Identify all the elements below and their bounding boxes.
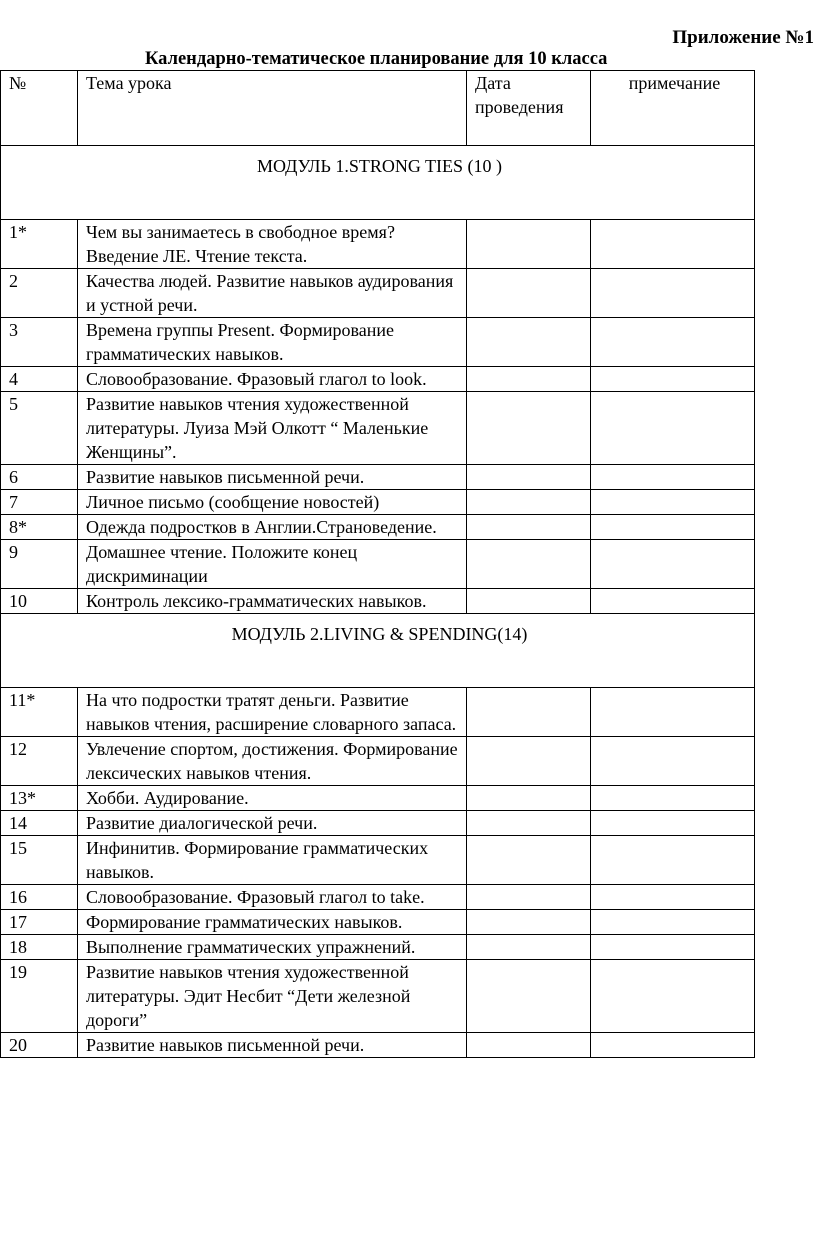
table-row — [1, 220, 755, 269]
lesson-number: 10 — [1, 589, 78, 614]
lesson-date-cell — [467, 960, 591, 1033]
lesson-number: 6 — [1, 465, 78, 490]
module-row — [1, 614, 755, 688]
lesson-note-cell — [591, 786, 755, 811]
header-note: примечание — [591, 71, 755, 146]
lesson-number: 17 — [1, 910, 78, 935]
lesson-topic: Словообразование. Фразовый глагол to look. — [78, 367, 467, 392]
table-row — [1, 836, 755, 885]
lesson-number: 7 — [1, 490, 78, 515]
table-row — [1, 811, 755, 836]
table-row — [1, 318, 755, 367]
lesson-number: 20 — [1, 1033, 78, 1058]
lesson-topic: Выполнение грамматических упражнений. — [78, 935, 467, 960]
table-row — [1, 960, 755, 1033]
table-row — [1, 885, 755, 910]
lesson-topic: Развитие навыков чтения художественной литературы. Луиза Мэй Олкотт “ Маленькие Женщины”. — [78, 392, 467, 465]
lesson-date-cell — [467, 589, 591, 614]
lesson-note-cell — [591, 885, 755, 910]
lesson-note-cell — [591, 269, 755, 318]
lesson-topic: Формирование грамматических навыков. — [78, 910, 467, 935]
lesson-date-cell — [467, 367, 591, 392]
lesson-topic: Развитие навыков письменной речи. — [78, 1033, 467, 1058]
lesson-date-cell — [467, 786, 591, 811]
lesson-topic: Одежда подростков в Англии.Страноведение. — [78, 515, 467, 540]
lesson-note-cell — [591, 935, 755, 960]
lesson-date-cell — [467, 220, 591, 269]
lesson-topic: Развитие навыков письменной речи. — [78, 465, 467, 490]
lesson-number: 15 — [1, 836, 78, 885]
lesson-topic: Контроль лексико-грамматических навыков. — [78, 589, 467, 614]
table-row — [1, 688, 755, 737]
lesson-topic: Личное письмо (сообщение новостей) — [78, 490, 467, 515]
lesson-note-cell — [591, 589, 755, 614]
lesson-note-cell — [591, 688, 755, 737]
header-number: № — [1, 71, 78, 146]
lesson-note-cell — [591, 367, 755, 392]
module-2-title: МОДУЛЬ 2.LIVING & SPENDING(14) — [1, 614, 755, 688]
table-row — [1, 589, 755, 614]
lesson-topic: Домашнее чтение. Положите конец дискриминации — [78, 540, 467, 589]
lesson-topic: Качества людей. Развитие навыков аудирования и устной речи. — [78, 269, 467, 318]
header-topic: Тема урока — [78, 71, 467, 146]
lesson-note-cell — [591, 811, 755, 836]
table-row — [1, 786, 755, 811]
lesson-date-cell — [467, 836, 591, 885]
table-header-row — [1, 71, 755, 146]
table-row — [1, 540, 755, 589]
lesson-date-cell — [467, 540, 591, 589]
lesson-note-cell — [591, 540, 755, 589]
lesson-plan-table — [0, 70, 755, 1058]
lesson-number: 11* — [1, 688, 78, 737]
lesson-note-cell — [591, 737, 755, 786]
lesson-date-cell — [467, 318, 591, 367]
lesson-topic: Времена группы Present. Формирование грамматических навыков. — [78, 318, 467, 367]
lesson-note-cell — [591, 490, 755, 515]
lesson-number: 1* — [1, 220, 78, 269]
table-row — [1, 910, 755, 935]
lesson-topic: Словообразование. Фразовый глагол to take. — [78, 885, 467, 910]
lesson-note-cell — [591, 960, 755, 1033]
table-row — [1, 1033, 755, 1058]
lesson-number: 2 — [1, 269, 78, 318]
table-row — [1, 269, 755, 318]
table-row — [1, 515, 755, 540]
lesson-topic: Увлечение спортом, достижения. Формирование лексических навыков чтения. — [78, 737, 467, 786]
lesson-number: 9 — [1, 540, 78, 589]
table-row — [1, 935, 755, 960]
table-row — [1, 490, 755, 515]
table-row — [1, 367, 755, 392]
lesson-date-cell — [467, 737, 591, 786]
table-row — [1, 465, 755, 490]
lesson-note-cell — [591, 910, 755, 935]
lesson-date-cell — [467, 515, 591, 540]
appendix-label: Приложение №1 — [672, 27, 814, 48]
lesson-topic: Чем вы занимаетесь в свободное время? Введение ЛЕ. Чтение текста. — [78, 220, 467, 269]
lesson-date-cell — [467, 490, 591, 515]
lesson-date-cell — [467, 910, 591, 935]
lesson-number: 3 — [1, 318, 78, 367]
lesson-number: 4 — [1, 367, 78, 392]
lesson-number: 5 — [1, 392, 78, 465]
lesson-date-cell — [467, 392, 591, 465]
lesson-topic: Хобби. Аудирование. — [78, 786, 467, 811]
lesson-date-cell — [467, 885, 591, 910]
lesson-topic: Развитие навыков чтения художественной литературы. Эдит Несбит “Дети железной дороги” — [78, 960, 467, 1033]
module-1-title: МОДУЛЬ 1.STRONG TIES (10 ) — [1, 146, 755, 220]
lesson-date-cell — [467, 811, 591, 836]
lesson-note-cell — [591, 1033, 755, 1058]
lesson-number: 8* — [1, 515, 78, 540]
lesson-note-cell — [591, 465, 755, 490]
lesson-date-cell — [467, 1033, 591, 1058]
table-row — [1, 392, 755, 465]
lesson-number: 14 — [1, 811, 78, 836]
module-row — [1, 146, 755, 220]
lesson-date-cell — [467, 465, 591, 490]
lesson-topic: Инфинитив. Формирование грамматических навыков. — [78, 836, 467, 885]
lesson-topic: На что подростки тратят деньги. Развитие навыков чтения, расширение словарного запаса. — [78, 688, 467, 737]
lesson-number: 19 — [1, 960, 78, 1033]
lesson-number: 18 — [1, 935, 78, 960]
lesson-date-cell — [467, 935, 591, 960]
lesson-number: 12 — [1, 737, 78, 786]
lesson-date-cell — [467, 688, 591, 737]
lesson-note-cell — [591, 836, 755, 885]
lesson-note-cell — [591, 515, 755, 540]
header-date: Дата проведения — [467, 71, 591, 146]
lesson-date-cell — [467, 269, 591, 318]
page-title: Календарно-тематическое планирование для 10 класса — [145, 49, 608, 69]
lesson-topic: Развитие диалогической речи. — [78, 811, 467, 836]
lesson-number: 13* — [1, 786, 78, 811]
lesson-note-cell — [591, 220, 755, 269]
lesson-note-cell — [591, 392, 755, 465]
lesson-number: 16 — [1, 885, 78, 910]
table-row — [1, 737, 755, 786]
lesson-note-cell — [591, 318, 755, 367]
